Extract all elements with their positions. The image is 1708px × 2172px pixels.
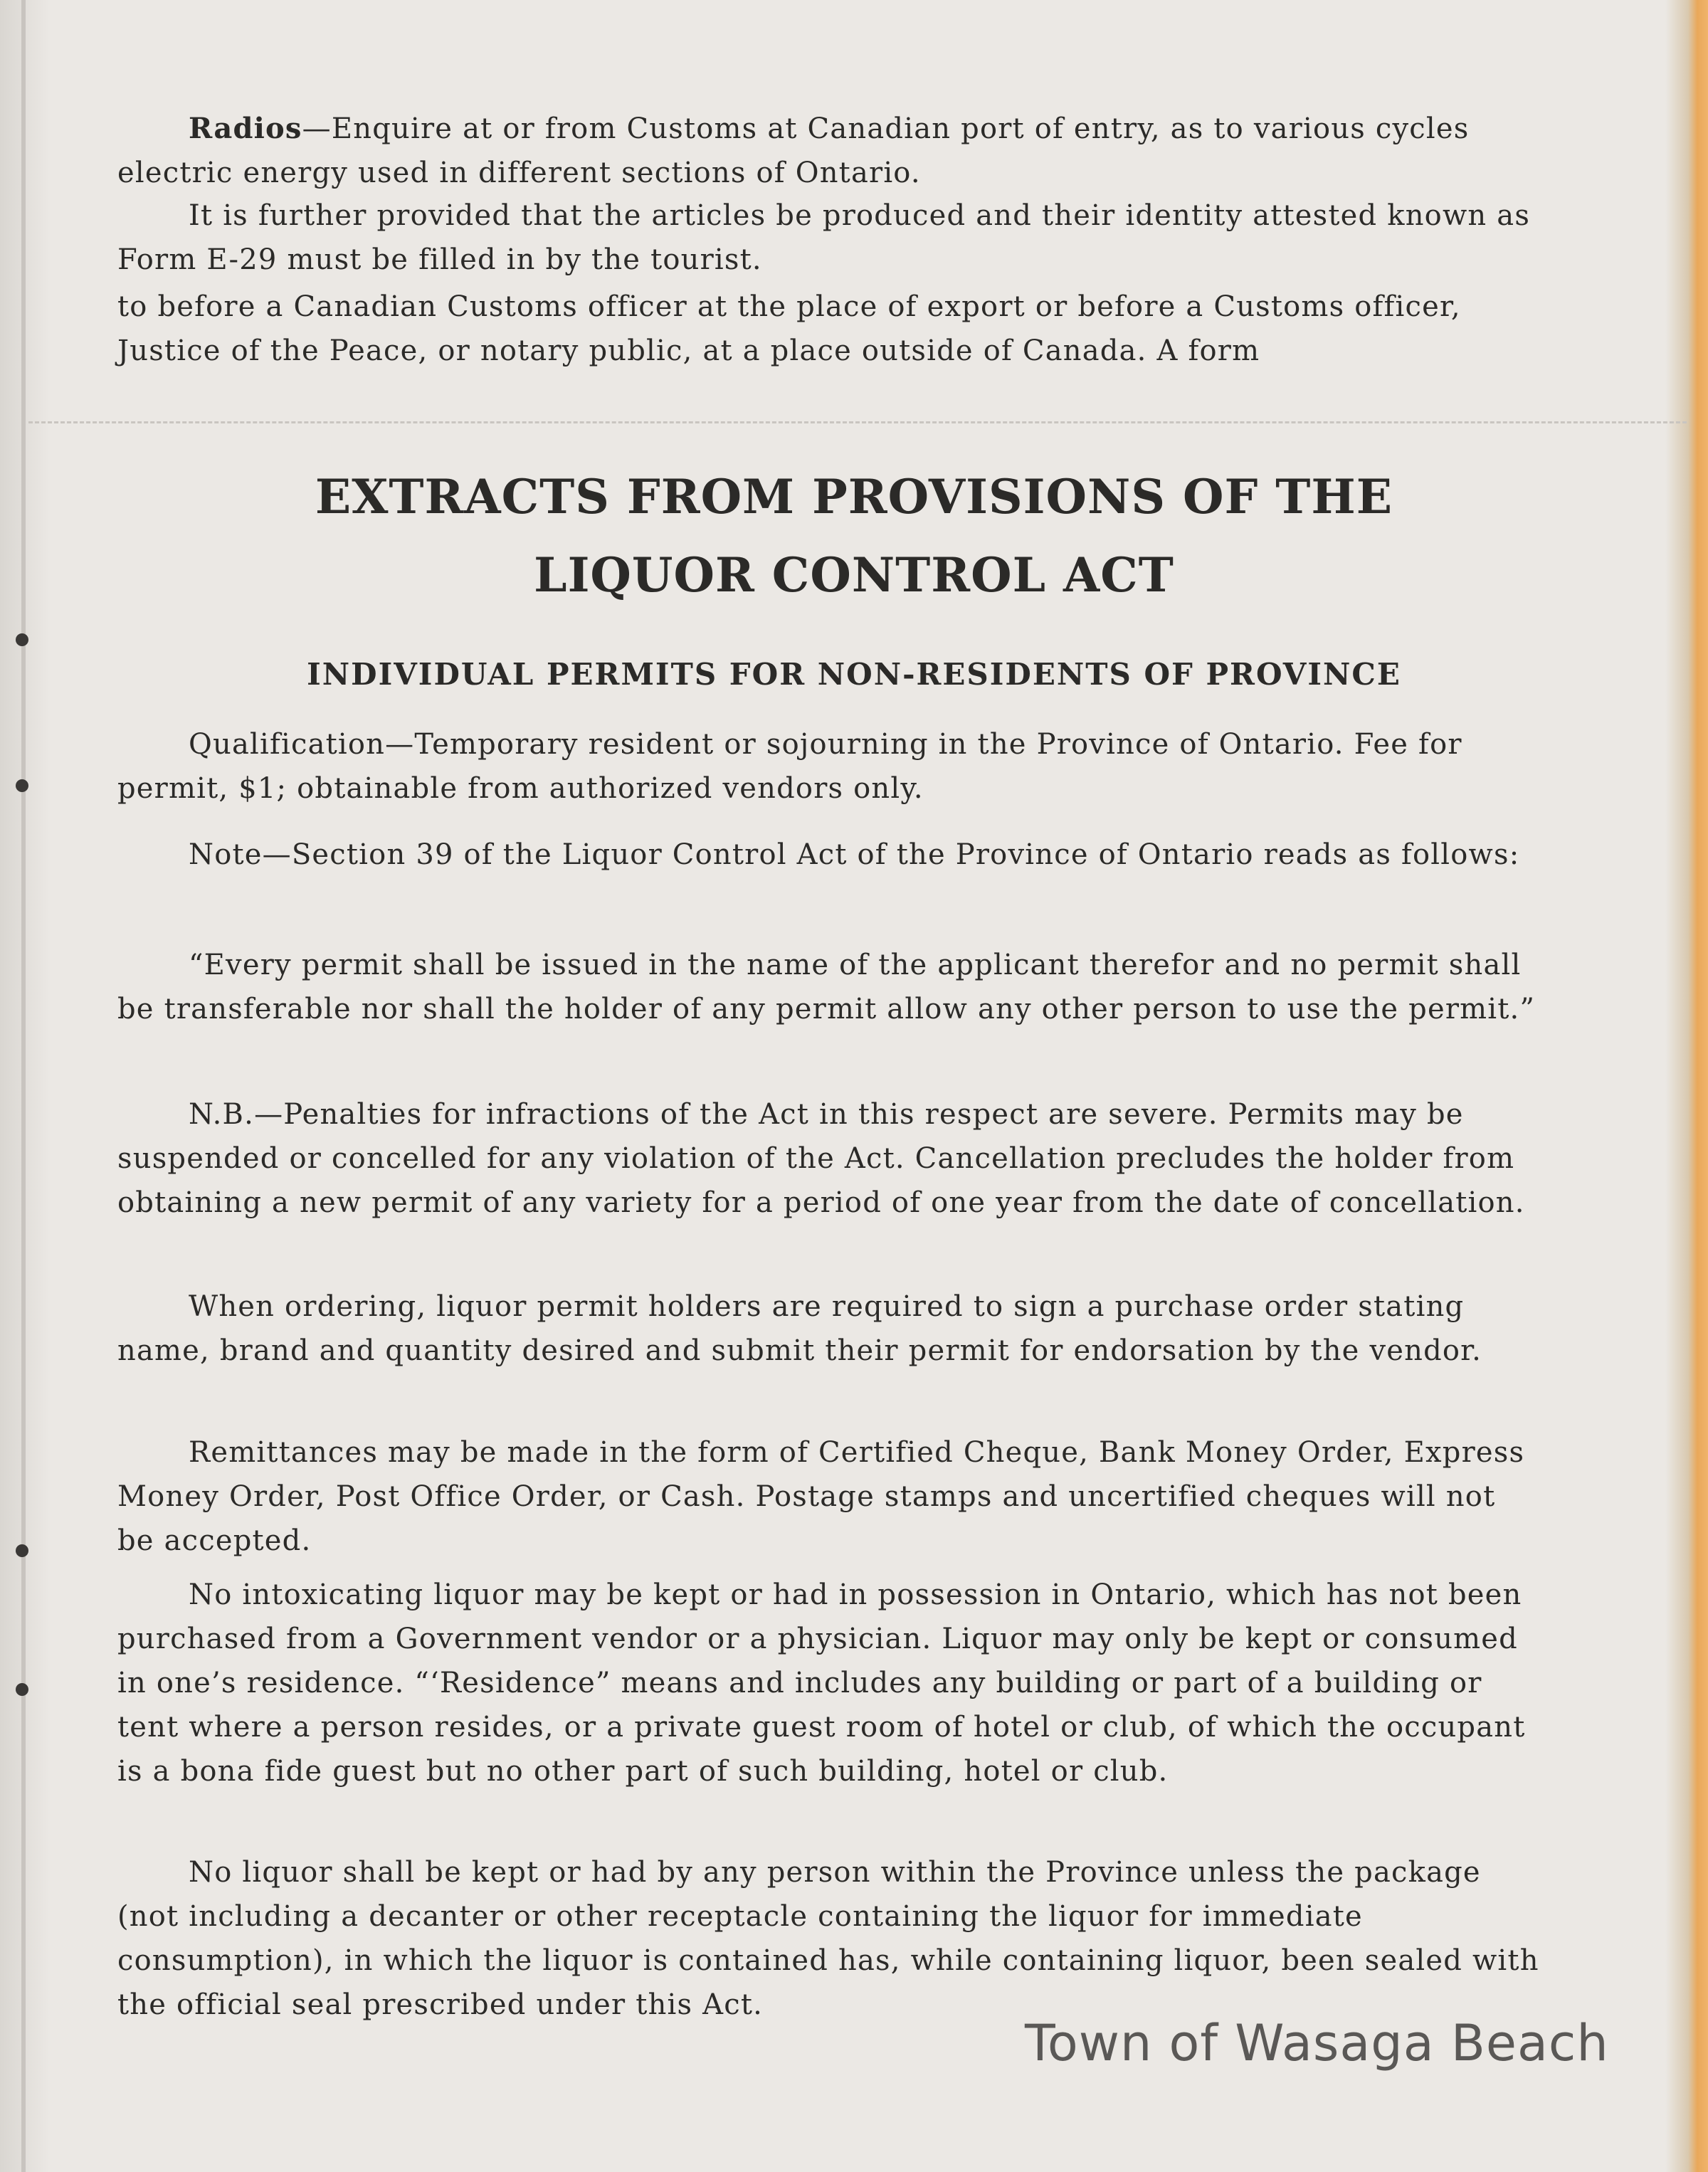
remittances-text: Remittances may be made in the form of Certified Cheque, Bank Money Order, Express Money Order, Post Office Order, or Cash. Postage stamps and uncertified cheques will not be accepted.	[117, 1436, 1525, 1557]
page-title-line2: LIQUOR CONTROL ACT	[534, 547, 1174, 603]
radios-lead: Radios	[189, 112, 302, 145]
staple-mark	[16, 1683, 28, 1696]
remittances-paragraph	[117, 1430, 1541, 1563]
watermark-text: Town of Wasaga Beach	[1025, 2014, 1609, 2072]
staple-mark	[16, 633, 28, 646]
qualification-paragraph	[117, 722, 1541, 811]
ordering-text: When ordering, liquor permit holders are required to sign a purchase order stating name, brand and quantity desired and submit their permit for endorsation by the vendor.	[117, 1290, 1482, 1367]
provided-text: It is further provided that the articles be produced and their identity attested known as Form E-29 must be filled in by the tourist.	[117, 199, 1531, 276]
sealed-text: No liquor shall be kept or had by any person within the Province unless the package (not including a decanter or other receptacle containing the liquor for immediate consumption), in which the liquor is contained has, while containing liquor, been sealed with the official seal prescribed under this Act.	[117, 1856, 1539, 2021]
before-text: to before a Canadian Customs officer at the place of export or before a Customs officer, Justice of the Peace, or notary public, at a place outside of Canada. A form	[117, 290, 1461, 367]
sealed-paragraph	[117, 1850, 1541, 2027]
before-paragraph	[117, 285, 1541, 373]
page-title: EXTRACTS FROM PROVISIONS OF THE	[315, 469, 1393, 524]
qualification-text: Qualification—Temporary resident or sojourning in the Province of Ontario. Fee for permit, $1; obtainable from authorized vendors only.	[117, 728, 1462, 805]
radios-text: —Enquire at or from Customs at Canadian port of entry, as to various cycles electric energy used in different sections of Ontario.	[117, 112, 1470, 189]
note-text: Note—Section 39 of the Liquor Control Act of the Province of Ontario reads as follows:	[189, 838, 1520, 871]
nb-text: N.B.—Penalties for infractions of the Act in this respect are severe. Permits may be suspended or concelled for any violation of the Act. Cancellation precludes the holder from obtaining a new permit of any variety for a period of one year from the date of concellation.	[117, 1098, 1525, 1219]
radios-paragraph	[117, 107, 1541, 195]
page-binding	[21, 0, 26, 2172]
note-paragraph	[117, 833, 1541, 877]
intoxicating-text: No intoxicating liquor may be kept or had in possession in Ontario, which has not been purchased from a Government vendor or a physician. Liquor may only be kept or consumed in one’s residence. “‘Residence” means and includes any building or part of a building or tent where a person resides, or a private guest room of hotel or club, of which the occupant is a bona fide guest but no other part of such building, hotel or club.	[117, 1578, 1526, 1788]
quote-text: “Every permit shall be issued in the name of the applicant therefor and no permit shall be transferable nor shall the holder of any permit allow any other person to use the permit.”	[117, 949, 1536, 1026]
section-divider	[28, 421, 1687, 423]
nb-paragraph	[117, 1092, 1541, 1225]
quote-paragraph	[117, 943, 1541, 1031]
intoxicating-paragraph	[117, 1573, 1541, 1793]
staple-mark	[16, 779, 28, 792]
ordering-paragraph	[117, 1285, 1541, 1373]
section-subtitle: INDIVIDUAL PERMITS FOR NON-RESIDENTS OF PROVINCE	[307, 657, 1401, 692]
staple-mark	[16, 1544, 28, 1557]
provided-paragraph	[117, 194, 1541, 282]
